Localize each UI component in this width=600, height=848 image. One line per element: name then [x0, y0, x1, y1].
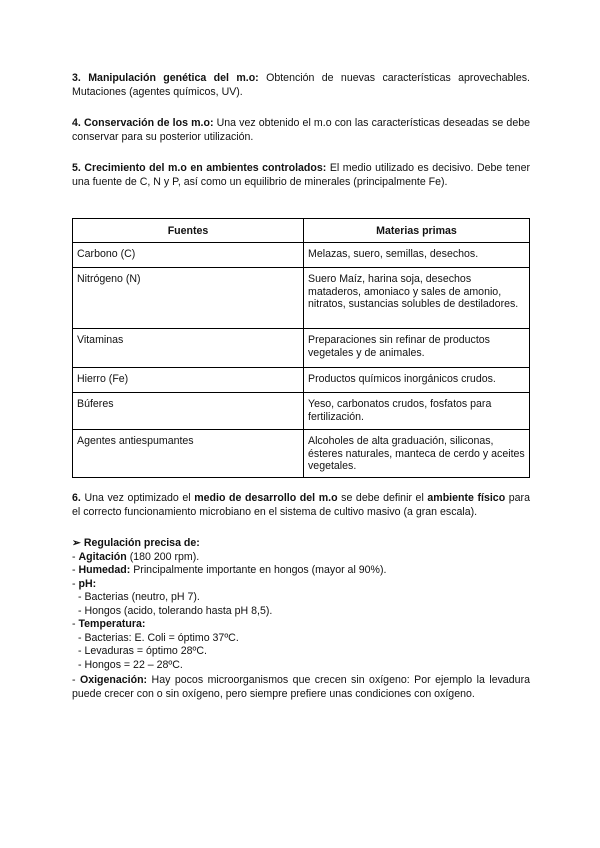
table-cell: Suero Maíz, harina soja, desechos mataderos, amoniaco y sales de amonio, nitratos, sustancias solubles de destiladores.: [304, 268, 530, 329]
table-header: [73, 219, 530, 243]
item-label: Oxigenación:: [79, 674, 148, 686]
ph-item: - pH:: [72, 577, 97, 590]
table-cell: Agentes antiespumantes: [73, 430, 304, 478]
table-cell: Yeso, carbonatos crudos, fosfatos para fertilización.: [304, 393, 530, 430]
humidity-item: - Humedad: Principalmente importante en hongos (mayor al 90%).: [72, 564, 387, 576]
text: Una vez optimizado el: [80, 492, 195, 504]
table-cell: Carbono (C): [73, 243, 304, 268]
section-6: [72, 492, 530, 519]
item-label: Agitación: [78, 550, 127, 563]
bold-text: ambiente físico: [427, 492, 506, 504]
section-3: [72, 72, 530, 99]
table-cell: Alcoholes de alta graduación, siliconas, ésteres naturales, manteca de cerdo y aceites vegetales.: [304, 430, 530, 478]
section-4: [72, 117, 530, 144]
table-cell: Melazas, suero, semillas, desechos.: [304, 243, 530, 268]
table-cell: Búferes: [73, 393, 304, 430]
text: se debe definir el: [337, 492, 428, 504]
sub-item: - Bacterias (neutro, pH 7).: [78, 591, 200, 603]
section-text: El medio utilizado es decisivo. Debe tener una fuente de C, N y P, así como un equilibrio de minerales (principalmente Fe).: [72, 162, 530, 188]
section-number: 4.: [72, 117, 81, 129]
table-cell: Vitaminas: [73, 329, 304, 368]
item-text: Principalmente importante en hongos (mayor al 90%).: [130, 564, 387, 576]
regulation-list: [72, 537, 530, 701]
oxygenation-item: - Oxigenación: Hay pocos microorganismos que crecen sin oxígeno: Por ejemplo la levadura puede crecer con o sin oxígeno, pero siempre prefiere unas condiciones con oxígeno.: [72, 674, 530, 700]
column-header: Materias primas: [304, 219, 530, 243]
section-number: 5.: [72, 162, 81, 174]
section-title: Conservación de los m.o:: [83, 117, 214, 129]
item-label: Humedad:: [78, 564, 131, 576]
table-cell: Hierro (Fe): [73, 368, 304, 393]
sources-table: [72, 218, 530, 478]
section-number: 3.: [72, 72, 81, 84]
sub-item: - Bacterias: E. Coli = óptimo 37ºC.: [78, 631, 239, 644]
bold-text: medio de desarrollo del m.o: [194, 492, 338, 504]
item-label: Temperatura:: [78, 618, 146, 630]
section-title: Crecimiento del m.o en ambientes controlados:: [84, 162, 327, 174]
sub-item: - Hongos = 22 – 28ºC.: [78, 658, 183, 671]
table-row: [73, 430, 530, 478]
regulation-heading: ➢ Regulación precisa de:: [72, 537, 200, 549]
table-row: [73, 268, 530, 329]
section-text: Obtención de nuevas características aprovechables. Mutaciones (agentes químicos, UV).: [72, 72, 530, 98]
item-text: Hay pocos microorganismos que crecen sin oxígeno: Por ejemplo la levadura puede crecer con o sin oxígeno, pero siempre prefiere unas condiciones con oxígeno.: [72, 674, 530, 700]
sub-item: - Hongos (acido, tolerando hasta pH 8,5).: [78, 604, 273, 617]
sub-item: - Levaduras = óptimo 28ºC.: [78, 645, 208, 657]
table-cell: Preparaciones sin refinar de productos vegetales y de animales.: [304, 329, 530, 368]
table-row: [73, 329, 530, 368]
text: para el correcto funcionamiento microbiano en el sistema de cultivo masivo (a gran escala).: [72, 492, 530, 518]
section-5: [72, 162, 530, 189]
table-cell: Productos químicos inorgánicos crudos.: [304, 368, 530, 393]
item-label: pH:: [78, 577, 97, 590]
table-cell: Nitrógeno (N): [73, 268, 304, 329]
section-number: 6.: [72, 492, 81, 504]
temperature-item: - Temperatura:: [72, 618, 146, 630]
column-header: Fuentes: [73, 219, 304, 243]
section-title: Manipulación genética del m.o:: [88, 72, 259, 84]
table-row: [73, 368, 530, 393]
table-row: [73, 393, 530, 430]
item-text: (180 200 rpm).: [126, 550, 200, 563]
table-row: [73, 243, 530, 268]
agitation-item: - Agitación (180 200 rpm).: [72, 550, 200, 563]
section-text: Una vez obtenido el m.o con las características deseadas se debe conservar para su posterior utilización.: [72, 117, 530, 143]
